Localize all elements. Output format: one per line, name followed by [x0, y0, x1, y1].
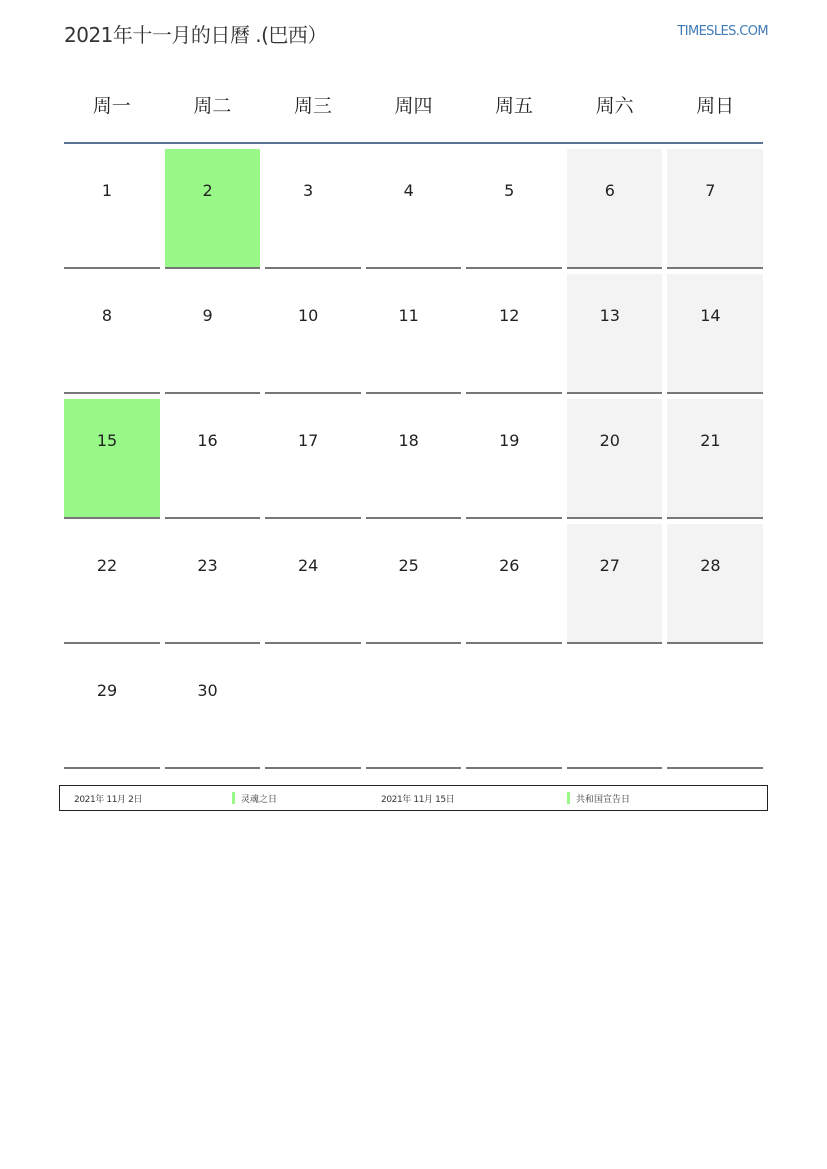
day-number: 18 — [398, 431, 419, 450]
holiday-legend — [59, 785, 768, 811]
day-cell — [466, 149, 562, 269]
day-number: 19 — [499, 431, 520, 450]
day-cell — [265, 274, 361, 394]
day-cell — [64, 524, 160, 644]
month-calendar — [64, 66, 763, 774]
day-number: 1 — [101, 181, 113, 200]
day-number: 25 — [398, 556, 419, 575]
weekday-thu: 周四 — [394, 94, 433, 117]
day-cell-weekend — [567, 399, 663, 519]
holiday-date: 2021年 11月 15日 — [381, 795, 455, 805]
day-number: 26 — [499, 556, 520, 575]
day-cell-empty — [466, 649, 562, 769]
day-cell — [366, 399, 462, 519]
week-row — [64, 399, 763, 519]
day-cell — [165, 399, 261, 519]
day-cell-weekend — [567, 149, 663, 269]
day-cell-weekend — [667, 399, 763, 519]
day-number: 12 — [499, 306, 520, 325]
holiday-color-swatch — [567, 792, 570, 804]
day-number: 23 — [197, 556, 218, 575]
brand-link[interactable]: TIMESLES.COM — [677, 24, 768, 39]
day-number: 4 — [403, 181, 414, 200]
day-cell — [265, 399, 361, 519]
day-cell-empty — [265, 649, 361, 769]
day-cell — [265, 149, 361, 269]
day-number: 17 — [297, 431, 319, 450]
day-number: 27 — [599, 556, 620, 575]
day-cell — [366, 274, 462, 394]
holiday-name: 灵魂之日 — [241, 795, 278, 805]
day-cell-empty — [667, 649, 763, 769]
day-cell-weekend — [667, 274, 763, 394]
weekday-sun: 周日 — [696, 94, 735, 117]
day-number: 16 — [197, 431, 218, 450]
day-cell — [165, 274, 261, 394]
day-cell — [366, 149, 462, 269]
day-cell — [466, 399, 562, 519]
day-number: 22 — [96, 556, 118, 575]
day-cell — [466, 524, 562, 644]
day-cell-empty — [567, 649, 663, 769]
weekday-fri: 周五 — [495, 94, 534, 117]
day-number: 5 — [504, 181, 515, 200]
day-cell — [366, 524, 462, 644]
day-number: 9 — [202, 306, 213, 325]
week-row — [64, 649, 763, 769]
day-number: 24 — [297, 556, 319, 575]
day-cell-weekend — [667, 149, 763, 269]
week-row — [64, 149, 763, 269]
calendar-grid — [64, 144, 763, 769]
day-number: 13 — [599, 306, 620, 325]
day-cell — [466, 274, 562, 394]
day-number: 10 — [297, 306, 319, 325]
day-cell-empty — [366, 649, 462, 769]
day-cell-holiday — [165, 149, 261, 269]
weekday-mon: 周一 — [92, 94, 131, 117]
holiday-color-swatch — [232, 792, 235, 804]
holiday-name: 共和国宣告日 — [576, 795, 631, 805]
day-cell — [64, 274, 160, 394]
weekday-header — [64, 66, 763, 144]
day-number: 14 — [700, 306, 721, 325]
day-cell-weekend — [667, 524, 763, 644]
day-cell-weekend — [567, 524, 663, 644]
holiday-date: 2021年 11月 2日 — [74, 795, 143, 805]
day-number: 7 — [705, 181, 716, 200]
day-number: 28 — [700, 556, 721, 575]
day-cell — [64, 149, 160, 269]
week-row — [64, 524, 763, 644]
weekday-sat: 周六 — [595, 94, 634, 117]
day-number: 20 — [599, 431, 620, 450]
day-cell — [165, 649, 261, 769]
day-number: 11 — [398, 306, 419, 325]
day-cell — [265, 524, 361, 644]
day-number: 21 — [700, 431, 721, 450]
week-row — [64, 274, 763, 394]
day-number: 8 — [101, 306, 113, 325]
day-cell-holiday — [64, 399, 160, 519]
day-number: 2 — [202, 181, 213, 200]
day-number: 15 — [96, 431, 118, 450]
weekday-tue: 周二 — [193, 94, 232, 117]
page-title: 2021年十一月的日曆 .(巴西） — [64, 23, 327, 47]
day-number: 30 — [197, 681, 218, 700]
day-number: 3 — [303, 181, 314, 200]
day-cell — [165, 524, 261, 644]
day-cell-weekend — [567, 274, 663, 394]
day-cell — [64, 649, 160, 769]
day-number: 29 — [96, 681, 118, 700]
day-number: 6 — [604, 181, 615, 200]
weekday-wed: 周三 — [293, 94, 332, 117]
